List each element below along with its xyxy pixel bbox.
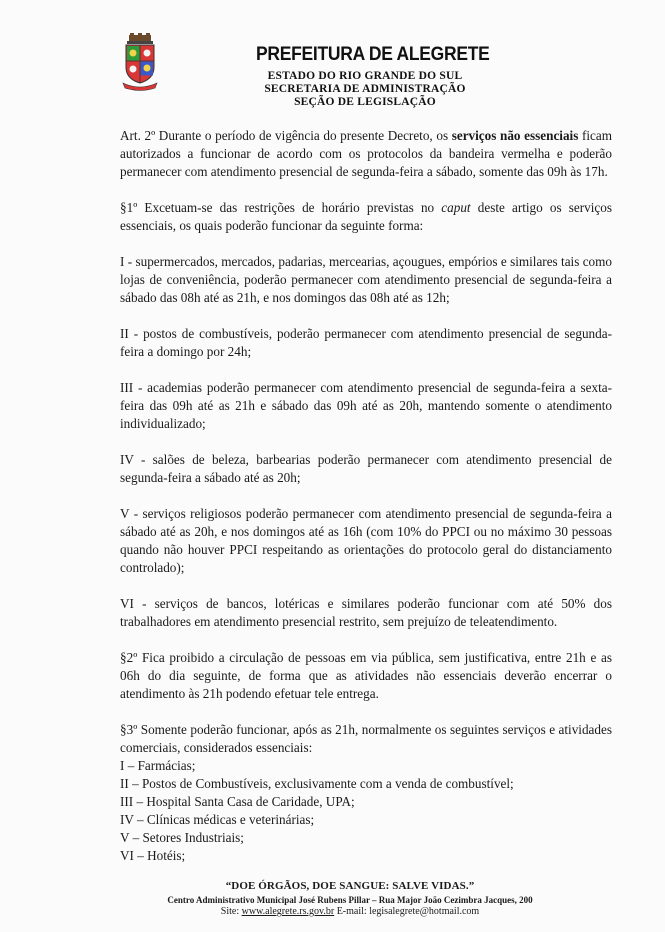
site-label: Site: (220, 906, 240, 917)
item-vi: VI - serviços de bancos, lotéricas e similares poderão funcionar com até 50% dos trabalhadores em atendimento presencial restrito, sem prejuízo de teleatendimento. (120, 596, 612, 629)
email-link[interactable]: legisalegrete@hotmail.com (369, 906, 480, 917)
list-item: I – Farmácias; (120, 758, 196, 773)
list-item: V – Setores Industriais; (120, 830, 244, 845)
emphasis-caput: caput (441, 200, 471, 215)
emphasis-non-essential: serviços não essenciais (451, 128, 579, 143)
paragraph-2: §2º Fica proibido a circulação de pessoas em via pública, sem justificativa, entre 21h e as 06h do dia seguinte, de forma que as atividades não essenciais deverão encerrar o atendimento às 21h podendo efetuar tele entrega. (120, 650, 612, 701)
item-i: I - supermercados, mercados, padarias, mercearias, açougues, empórios e similares tais como lojas de conveniência, poderão permanecer com atendimento presencial de segunda-feira a sábado das 08h até as 21h, e nos domingos das 08h até as 12h; (120, 254, 612, 305)
email-label: E-mail: (336, 906, 367, 917)
item-v: V - serviços religiosos poderão permanecer com atendimento presencial de segunda-feira a sábado até as 20h, e nos domingos até as 16h (com 10% do PPCI ou no máximo 30 pessoas quando não houver PPCI respeitando as orientações do protocolo geral do distanciamento controlado); (120, 506, 612, 575)
item-iv: IV - salões de beleza, barbearias poderão permanecer com atendimento presencial de segunda-feira a sábado até as 20h; (120, 452, 612, 485)
essential-services-list (120, 757, 612, 865)
list-item: VI – Hotéis; (120, 848, 186, 863)
institution-title: PREFEITURA DE ALEGRETE (256, 44, 490, 65)
footer-contact (130, 906, 570, 917)
list-item: IV – Clínicas médicas e veterinárias; (120, 812, 315, 827)
item-iii: III - academias poderão permanecer com atendimento presencial de segunda-feira a sexta-feira das 09h até as 21h e sábado das 09h até as 20h, mantendo somente o atendimento individualizado; (120, 380, 612, 431)
document-body (120, 127, 612, 865)
list-item: II – Postos de Combustíveis, exclusivamente com a venda de combustível; (120, 776, 514, 791)
coat-of-arms-icon (121, 33, 159, 91)
list-item: III – Hospital Santa Casa de Caridade, UPA; (120, 794, 355, 809)
footer-address: Centro Administrativo Municipal José Rubens Pillar – Rua Major João Cezimbra Jacques, 200 (167, 895, 533, 905)
secretariat-line: SECRETARIA DE ADMINISTRAÇÃO (264, 83, 466, 95)
paragraph-1: §1º Excetuam-se das restrições de horário previstas no caput deste artigo os serviços essenciais, os quais poderão funcionar da seguinte forma: (120, 200, 612, 233)
section-line: SEÇÃO DE LEGISLAÇÃO (294, 96, 436, 108)
state-line: ESTADO DO RIO GRANDE DO SUL (267, 70, 463, 82)
paragraph-3: §3º Somente poderão funcionar, após as 21h, normalmente os seguintes serviços e atividades comerciais, considerados essenciais: (120, 722, 612, 755)
article-2: Art. 2º Durante o período de vigência do presente Decreto, os serviços não essenciais ficam autorizados a funcionar de acordo com os protocolos da bandeira vermelha e poderão permanecer com atendimento presencial de segunda-feira a sábado, somente das 09h às 17h. (120, 128, 612, 179)
footer-slogan: “DOE ÓRGÃOS, DOE SANGUE: SALVE VIDAS.” (225, 880, 475, 892)
site-link[interactable]: www.alegrete.rs.gov.br (241, 906, 335, 917)
item-ii: II - postos de combustíveis, poderão permanecer com atendimento presencial de segunda-feira a domingo por 24h; (120, 326, 612, 359)
